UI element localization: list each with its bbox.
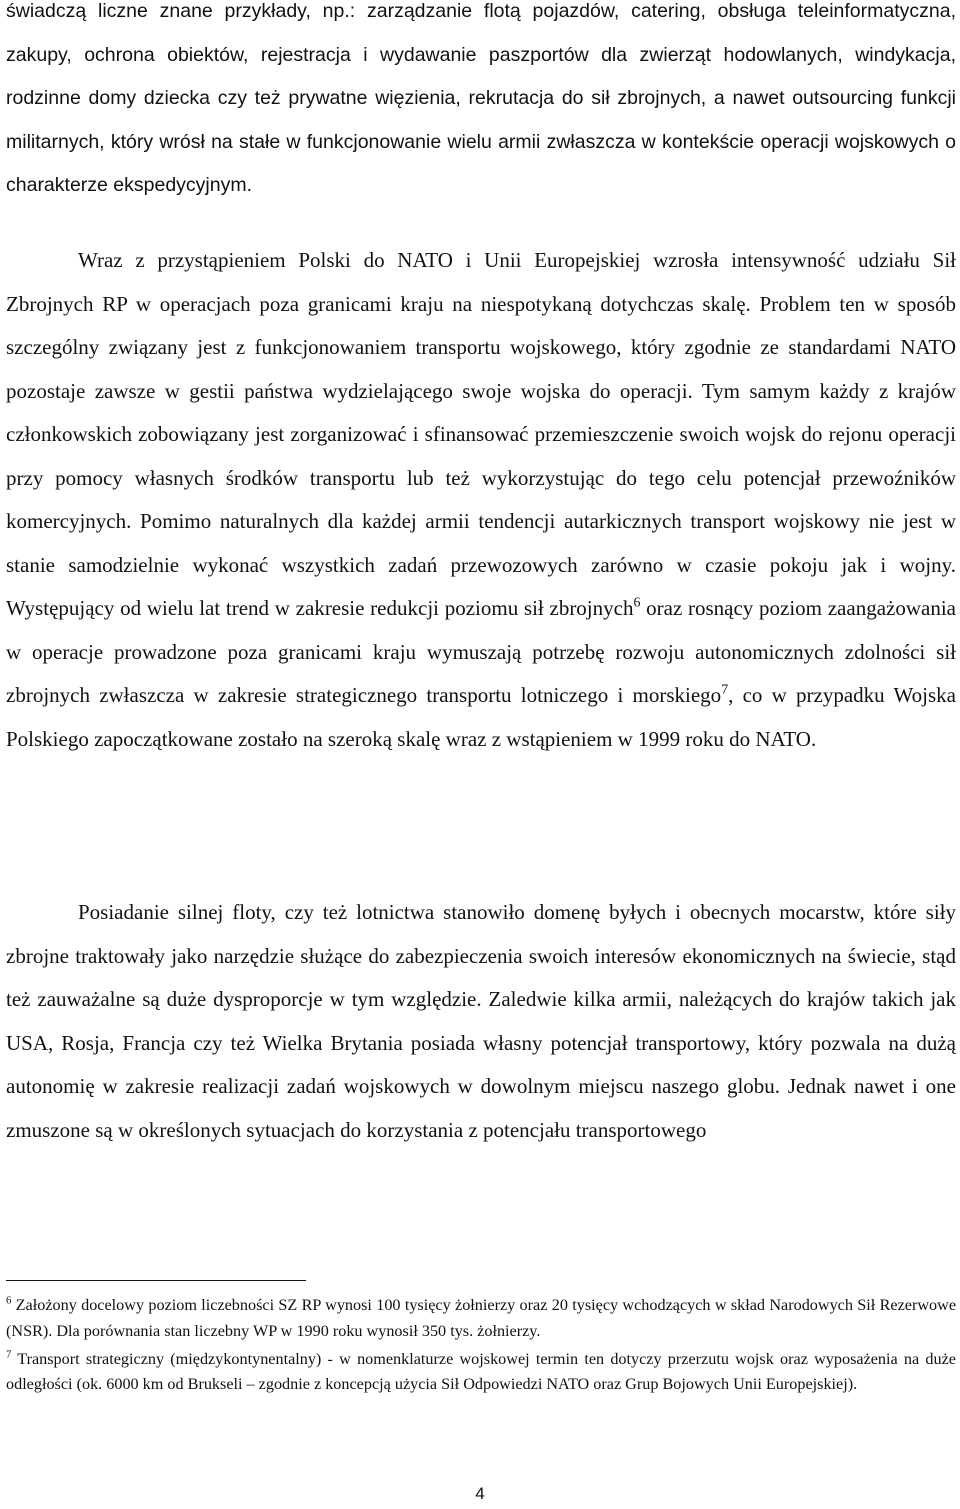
footnote-number: 7: [6, 1347, 12, 1360]
paragraph-text: , co w przypadku Wojska Polskiego zapoczątkowane zostało na szeroką skalę wraz z wstąpieniem w 1999 roku do NATO.: [6, 683, 956, 751]
page-number: 4: [475, 1484, 485, 1503]
footnote-reference-6[interactable]: 6: [633, 594, 641, 610]
paragraph-fleet-power: [6, 891, 956, 1152]
footnote-reference-7[interactable]: 7: [721, 681, 729, 697]
footnote-separator: [6, 1280, 306, 1281]
footnote-7: [6, 1347, 956, 1399]
footnote-text: Założony docelowy poziom liczebności SZ RP wynosi 100 tysięcy żołnierzy oraz 20 tysięcy wchodzących w skład Narodowych Sił Rezerwowe (NSR). Dla porównania stan liczebny WP w 1990 roku wynosił 350 tys. żołnierzy.: [6, 1296, 956, 1340]
paragraph-outsourcing-examples: [6, 0, 956, 208]
footnote-6: [6, 1293, 956, 1345]
paragraph-text: oraz rosnący poziom zaangażowania w operacje prowadzone poza granicami kraju wymuszają potrzebę rozwoju autonomicznych zdolności sił zbrojnych zwłaszcza w zakresie strategicznego transportu lotniczego i morskiego: [6, 596, 956, 707]
footnotes-section: [6, 1293, 956, 1400]
footnote-number: 6: [6, 1294, 12, 1307]
footnote-text: Transport strategiczny (międzykontynentalny) - w nomenklaturze wojskowej termin ten dotyczy przerzutu wojsk oraz wyposażenia na duże odległości (ok. 6000 km od Brukseli – zgodnie z koncepcją użycia Sił Odpowiedzi NATO oraz Grup Bojowych Unii Europejskiej).: [6, 1349, 956, 1394]
paragraph-text: Posiadanie silnej floty, czy też lotnictwa stanowiło domenę byłych i obecnych mocarstw, które siły zbrojne traktowały jako narzędzie służące do zabezpieczenia swoich interesów ekonomicznych na świecie, stąd też zauważalne są duże dysproporcje w tym względzie. Zaledwie kilka armii, należących do krajów takich jak USA, Rosja, Francja czy też Wielka Brytania posiada własny potencjał transportowy, który pozwala na dużą autonomię w zakresie realizacji zadań wojskowych w dowolnym miejscu naszego globu. Jednak nawet i one zmuszone są w określonych sytuacjach do korzystania z potencjału transportowego: [6, 900, 956, 1142]
paragraph-text: świadczą liczne znane przykłady, np.: zarządzanie flotą pojazdów, catering, obsługa teleinformatyczna, zakupy, ochrona obiektów, rejestracja i wydawanie paszportów dla zwierząt hodowlanych, windykacja, rodzinne domy dziecka czy też prywatne więzienia, rekrutacja do sił zbrojnych, a nawet outsourcing funkcji militarnych, który wrósł na stałe w funkcjonowanie wielu armii zwłaszcza w kontekście operacji wojskowych o charakterze ekspedycyjnym.: [6, 0, 956, 196]
paragraph-nato-transport: [6, 239, 956, 761]
paragraph-text: Wraz z przystąpieniem Polski do NATO i Unii Europejskiej wzrosła intensywność udziału Sił Zbrojnych RP w operacjach poza granicami kraju na niespotykaną dotychczas skalę. Problem ten w sposób szczególny związany jest z funkcjonowaniem transportu wojskowego, który zgodnie ze standardami NATO pozostaje zawsze w gestii państwa wydzielającego swoje wojska do operacji. Tym samym każdy z krajów członkowskich zobowiązany jest zorganizować i sfinansować przemieszczenie swoich wojsk do rejonu operacji przy pomocy własnych środków transportu lub też wykorzystując do tego celu potencjał przewoźników komercyjnych. Pomimo naturalnych dla każdej armii tendencji autarkicznych transport wojskowy nie jest w stanie samodzielnie wykonać wszystkich zadań przewozowych zarówno w czasie pokoju jak i wojny. Występujący od wielu lat trend w zakresie redukcji poziomu sił zbrojnych: [6, 248, 956, 620]
